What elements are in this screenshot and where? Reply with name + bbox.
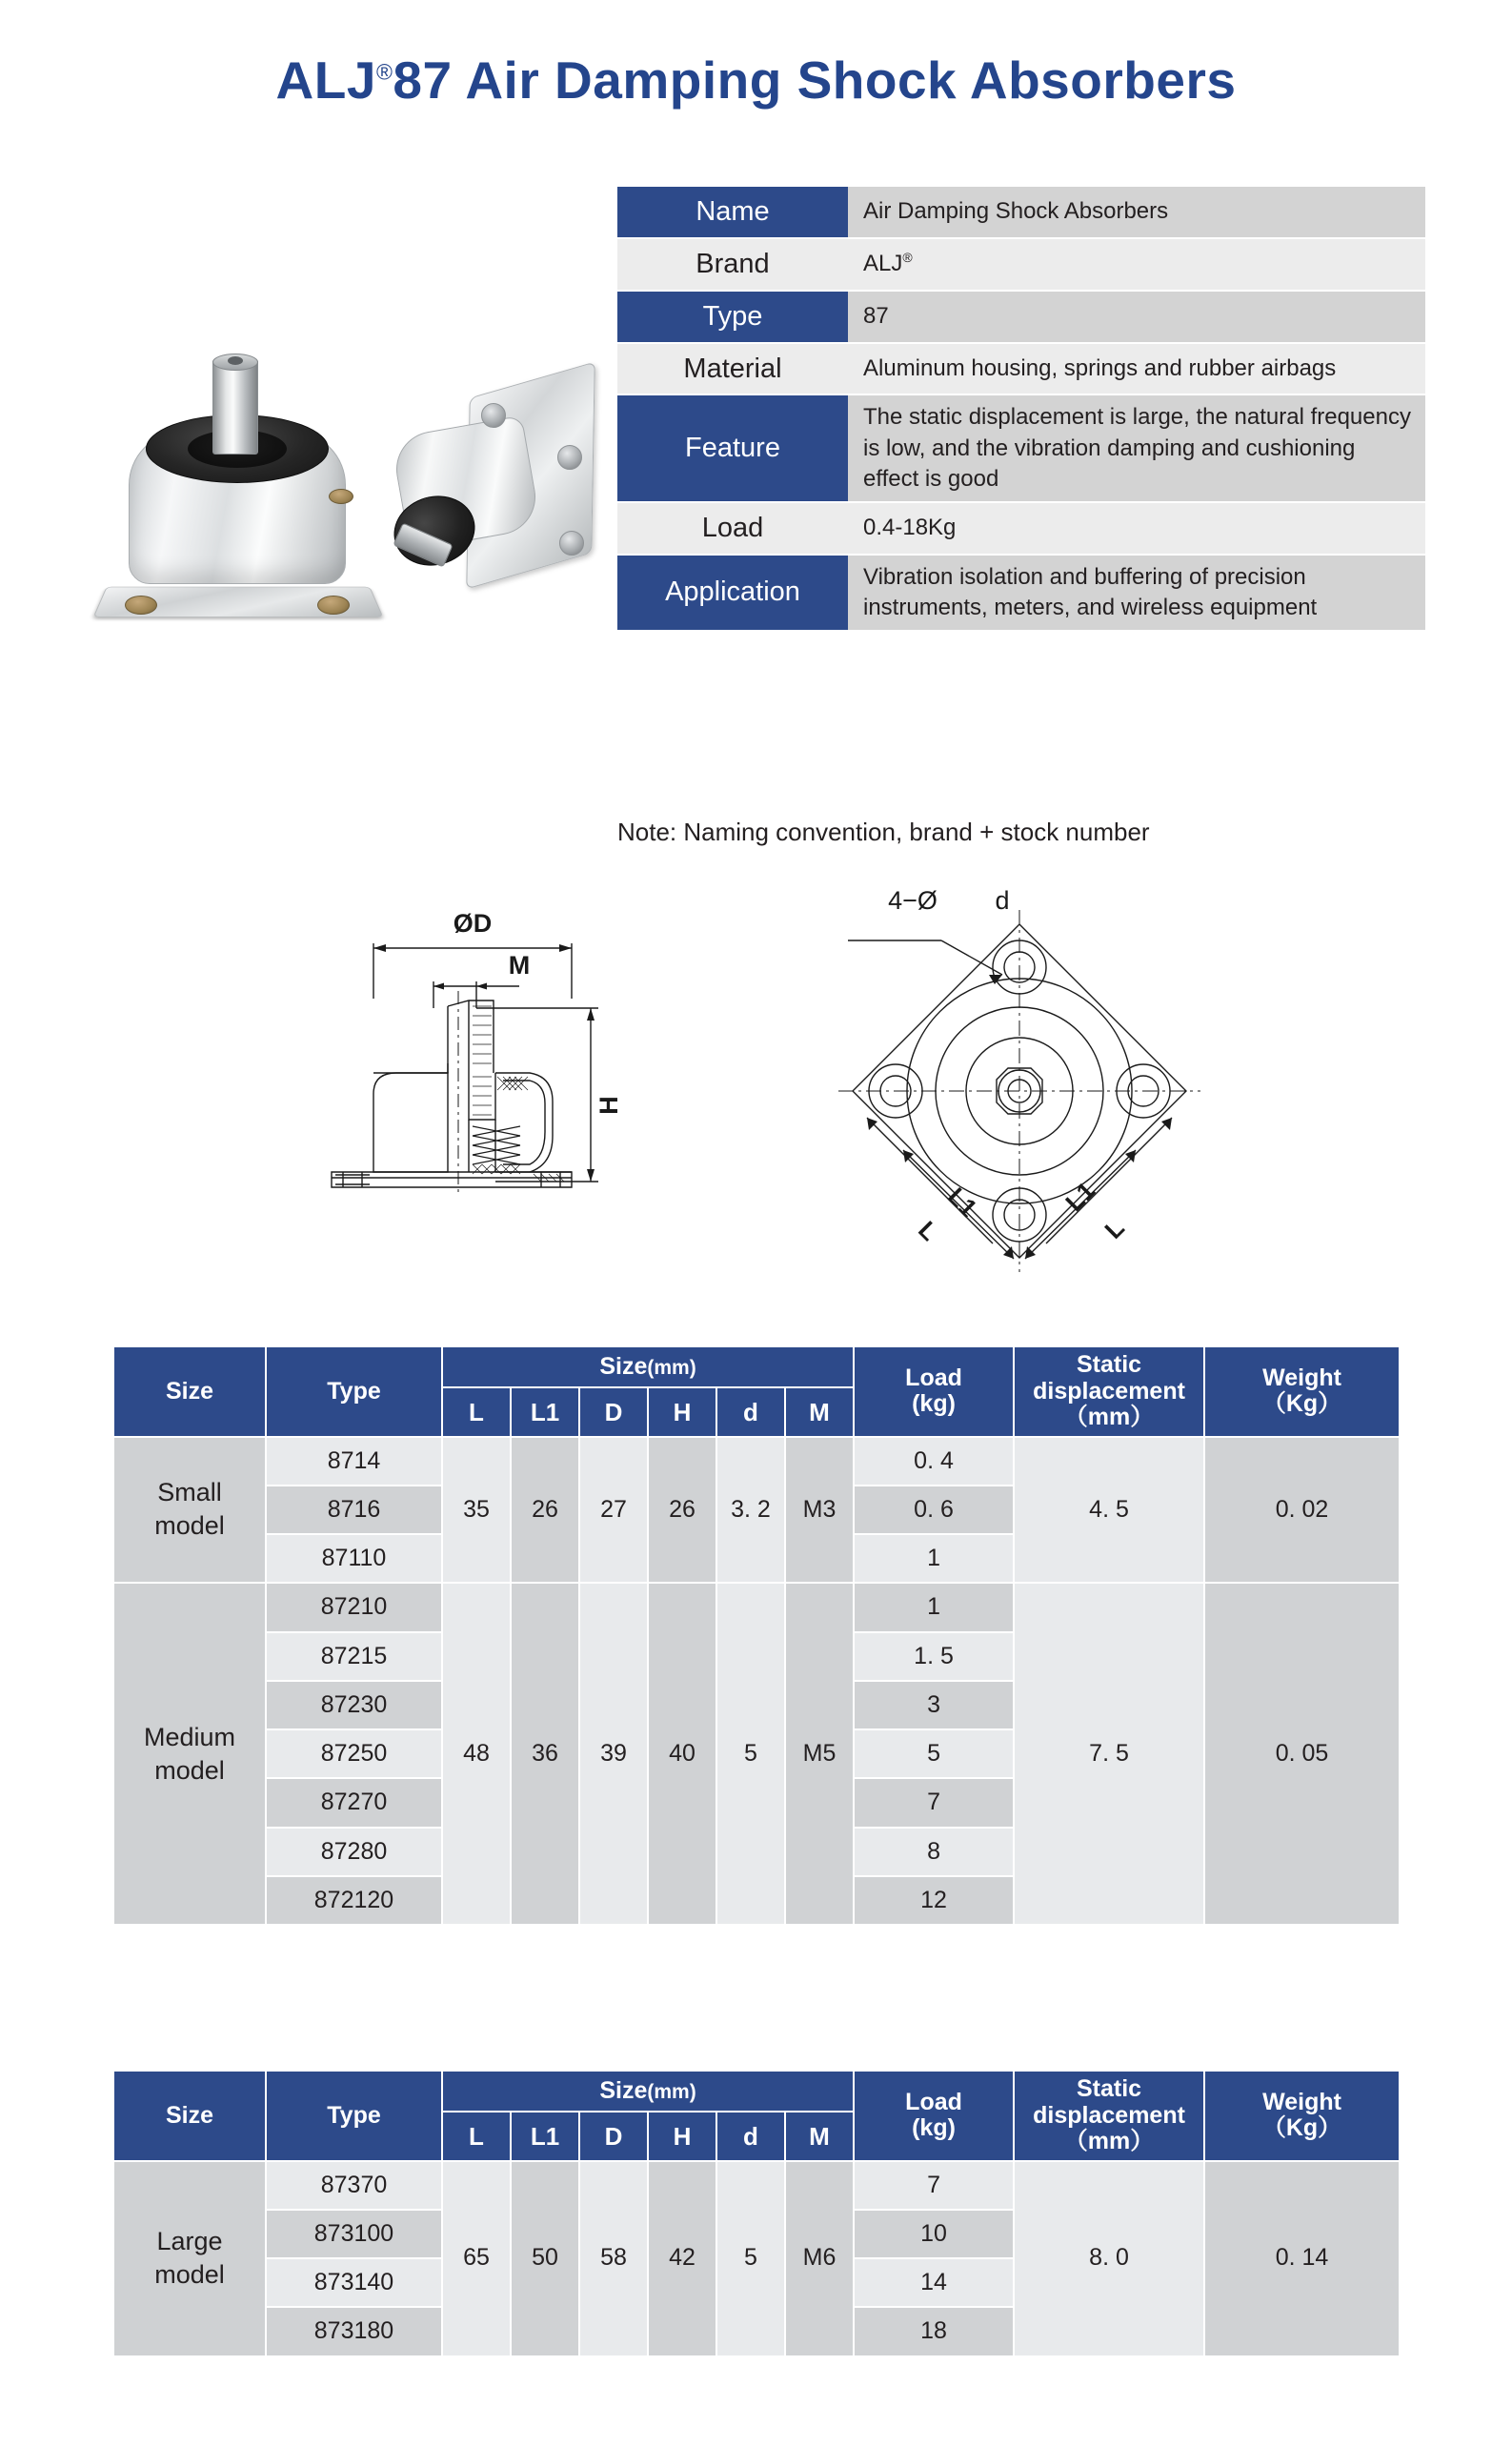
dimension-label-diameter-d: ØD [453, 909, 493, 938]
spec-label-material: Material [617, 343, 848, 395]
cell-weight: 0. 02 [1204, 1437, 1400, 1584]
spec-row-application [617, 555, 1425, 631]
bolt-hole [329, 489, 353, 504]
spec-row-type [617, 291, 1425, 343]
cell-weight: 0. 14 [1204, 2161, 1400, 2356]
cell-m: M3 [785, 1437, 854, 1584]
specification-table [617, 187, 1425, 632]
cell-size-medium: Medium model [113, 1583, 266, 1925]
cell-m: M6 [785, 2161, 854, 2356]
technical-drawings [0, 886, 1512, 1296]
spec-label-name: Name [617, 187, 848, 238]
cell-type: 87370 [266, 2161, 442, 2210]
spec-row-name [617, 187, 1425, 238]
th-sub-l1: L1 [511, 1387, 579, 1436]
dimension-label-h: H [595, 1096, 623, 1115]
title-brand: ALJ [275, 51, 376, 110]
cell-load: 14 [854, 2258, 1014, 2307]
threaded-stud-bore [228, 356, 243, 365]
th-size-group-unit: (mm) [647, 2080, 696, 2103]
th-sub-d: D [579, 2112, 648, 2160]
table-row [113, 1583, 1400, 1631]
th-static-displacement [1014, 2071, 1204, 2161]
cell-h: 40 [648, 1583, 716, 1925]
th-static-text: Static [1076, 2075, 1142, 2102]
th-load-unit: (kg) [912, 1390, 956, 1418]
th-weight-text: Weight [1262, 1364, 1341, 1391]
cell-type: 873140 [266, 2258, 442, 2307]
dimension-label-m: M [508, 951, 531, 980]
cell-type: 873180 [266, 2307, 442, 2355]
cell-size-small: Small model [113, 1437, 266, 1584]
table-row [113, 2161, 1400, 2210]
cell-type: 873100 [266, 2210, 442, 2258]
dimension-label-l-left: L [913, 1215, 944, 1246]
th-sub-dd: d [716, 1387, 785, 1436]
th-sub-dd: d [716, 2112, 785, 2160]
cell-d: 27 [579, 1437, 648, 1584]
cell-type: 87210 [266, 1583, 442, 1631]
product-photo [91, 329, 615, 643]
spec-value-application: Vibration isolation and buffering of precision instruments, meters, and wireless equipment [848, 555, 1425, 631]
th-sub-m: M [785, 2112, 854, 2160]
th-sub-h: H [648, 1387, 716, 1436]
cell-l: 65 [442, 2161, 511, 2356]
cell-type: 87215 [266, 1632, 442, 1681]
cell-type: 87230 [266, 1681, 442, 1729]
th-sub-l: L [442, 1387, 511, 1436]
th-load-text: Load [905, 2088, 962, 2115]
cell-l: 48 [442, 1583, 511, 1925]
th-load [854, 1346, 1014, 1437]
th-size: Size [113, 2071, 266, 2161]
brand-text: ALJ [863, 251, 903, 277]
th-size-group [442, 2071, 854, 2112]
cell-type: 87280 [266, 1828, 442, 1876]
registered-trademark-icon: ® [902, 250, 913, 266]
th-weight [1204, 1346, 1400, 1437]
dimension-label-l-right: L [1099, 1213, 1130, 1244]
th-size-group-text: Size [599, 2076, 648, 2104]
page-title [0, 50, 1512, 111]
spec-row-brand [617, 238, 1425, 291]
th-weight-unit: （Kg） [1261, 1390, 1342, 1418]
cell-load: 10 [854, 2210, 1014, 2258]
th-load-text: Load [905, 1364, 962, 1391]
cell-static-displacement: 7. 5 [1014, 1583, 1204, 1925]
spec-label-load: Load [617, 502, 848, 555]
th-static-unit: （mm） [1063, 1404, 1155, 1430]
cell-type: 87110 [266, 1534, 442, 1583]
spec-row-material [617, 343, 1425, 395]
bolt-hole [559, 531, 584, 556]
cell-h: 26 [648, 1437, 716, 1584]
spec-label-type: Type [617, 291, 848, 343]
cell-l: 35 [442, 1437, 511, 1584]
cell-static-displacement: 4. 5 [1014, 1437, 1204, 1584]
cell-static-displacement: 8. 0 [1014, 2161, 1204, 2356]
th-size-group [442, 1346, 854, 1387]
th-sub-d: D [579, 1387, 648, 1436]
cell-type: 87250 [266, 1729, 442, 1778]
th-static-text2: displacement [1033, 2101, 1185, 2129]
th-weight-text: Weight [1262, 2088, 1341, 2115]
th-size-group-text: Size [599, 1352, 648, 1380]
table-header-row-1 [113, 1346, 1400, 1387]
cell-load: 1 [854, 1583, 1014, 1631]
spec-row-load [617, 502, 1425, 555]
spec-data-table-large [112, 2070, 1401, 2357]
th-weight-unit: （Kg） [1261, 2114, 1342, 2142]
cell-dd: 5 [716, 2161, 785, 2356]
bolt-hole [481, 403, 506, 428]
bolt-hole [125, 596, 157, 615]
cell-load: 7 [854, 2161, 1014, 2210]
naming-convention-note: Note: Naming convention, brand + stock number [617, 818, 1150, 846]
th-sub-l1: L1 [511, 2112, 579, 2160]
cell-load: 0. 4 [854, 1437, 1014, 1486]
title-rest: 87 Air Damping Shock Absorbers [393, 51, 1237, 110]
th-static-displacement [1014, 1346, 1204, 1437]
cell-load: 8 [854, 1828, 1014, 1876]
table-row [113, 1437, 1400, 1486]
spec-value-brand [848, 238, 1425, 291]
spec-value-name: Air Damping Shock Absorbers [848, 187, 1425, 238]
th-static-text: Static [1076, 1351, 1142, 1378]
cell-dd: 5 [716, 1583, 785, 1925]
bolt-hole [557, 445, 582, 470]
cell-type: 87270 [266, 1778, 442, 1827]
cell-load: 1. 5 [854, 1632, 1014, 1681]
cell-load: 12 [854, 1876, 1014, 1925]
cell-l1: 50 [511, 2161, 579, 2356]
spec-value-type: 87 [848, 291, 1425, 343]
drawings-svg [0, 886, 1512, 1296]
th-load [854, 2071, 1014, 2161]
spec-label-application: Application [617, 555, 848, 631]
shock-absorber-tilted-view [393, 371, 594, 628]
spec-value-feature: The static displacement is large, the natural frequency is low, and the vibration damping and cushioning effect is good [848, 394, 1425, 501]
th-load-unit: (kg) [912, 2114, 956, 2142]
cell-size-large: Large model [113, 2161, 266, 2356]
dimension-label-l1-left: L1 [942, 1182, 983, 1223]
cell-d: 58 [579, 2161, 648, 2356]
cell-load: 3 [854, 1681, 1014, 1729]
cell-l1: 36 [511, 1583, 579, 1925]
th-size-group-unit: (mm) [647, 1356, 696, 1379]
cell-type: 8714 [266, 1437, 442, 1486]
dimension-label-hole-diameter: d [995, 886, 1010, 915]
th-static-text2: displacement [1033, 1377, 1185, 1405]
cell-type: 8716 [266, 1486, 442, 1534]
registered-trademark-icon: ® [375, 59, 393, 85]
th-sub-l: L [442, 2112, 511, 2160]
th-type: Type [266, 2071, 442, 2161]
spec-label-brand: Brand [617, 238, 848, 291]
threaded-stud [212, 359, 258, 455]
dimension-label-l1-right: L1 [1059, 1176, 1100, 1217]
plan-view-drawing [838, 910, 1200, 1272]
cell-l1: 26 [511, 1437, 579, 1584]
bolt-hole [317, 596, 350, 615]
th-weight [1204, 2071, 1400, 2161]
cell-type: 872120 [266, 1876, 442, 1925]
cell-load: 5 [854, 1729, 1014, 1778]
th-static-unit: （mm） [1063, 2128, 1155, 2154]
th-size: Size [113, 1346, 266, 1437]
cell-h: 42 [648, 2161, 716, 2356]
cell-weight: 0. 05 [1204, 1583, 1400, 1925]
th-sub-h: H [648, 2112, 716, 2160]
spec-value-material: Aluminum housing, springs and rubber airbags [848, 343, 1425, 395]
cell-load: 18 [854, 2307, 1014, 2355]
spec-label-feature: Feature [617, 394, 848, 501]
cell-dd: 3. 2 [716, 1437, 785, 1584]
cell-load: 0. 6 [854, 1486, 1014, 1534]
spec-value-load: 0.4-18Kg [848, 502, 1425, 555]
spec-data-table-small-medium [112, 1345, 1401, 1926]
table-header-row-1 [113, 2071, 1400, 2112]
cell-load: 1 [854, 1534, 1014, 1583]
dimension-label-four-holes: 4−Ø [888, 886, 937, 915]
cell-m: M5 [785, 1583, 854, 1925]
cell-d: 39 [579, 1583, 648, 1925]
th-type: Type [266, 1346, 442, 1437]
shock-absorber-front-view [100, 348, 376, 634]
cell-load: 7 [854, 1778, 1014, 1827]
spec-row-feature [617, 394, 1425, 501]
th-sub-m: M [785, 1387, 854, 1436]
cross-section-drawing [332, 943, 598, 1193]
